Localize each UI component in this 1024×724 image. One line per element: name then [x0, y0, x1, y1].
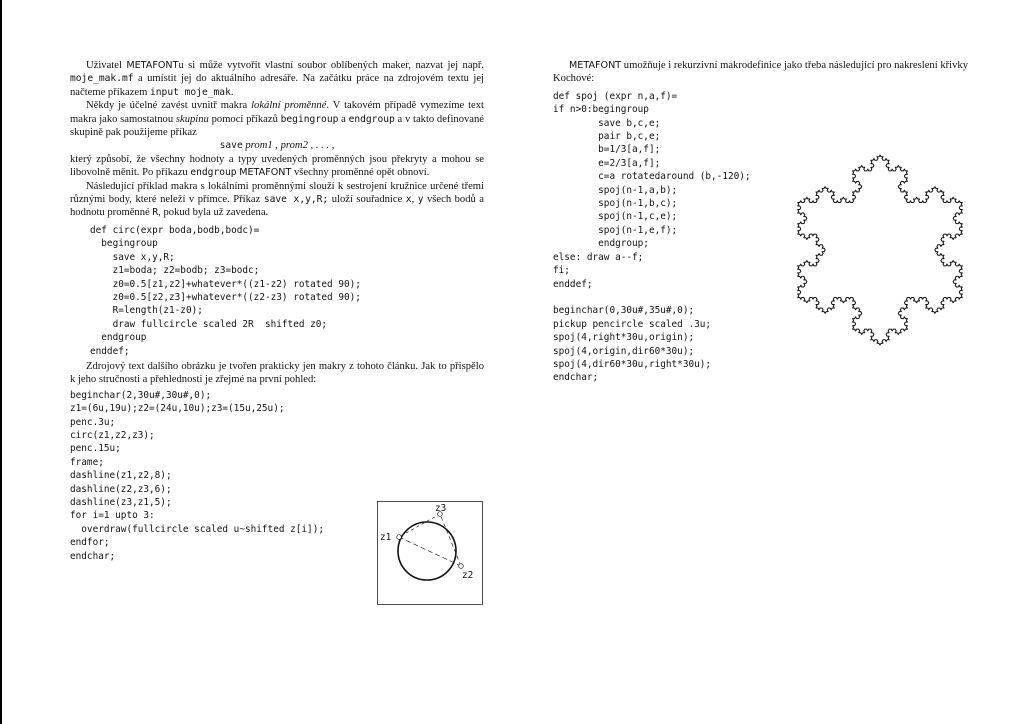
label-z2: z2: [462, 570, 474, 581]
input-command-code: input moje_mak: [150, 86, 231, 98]
page-edge-line: [0, 0, 2, 724]
paragraph-koch-intro: METAFONT umožňuje i rekurzivní makrodefinice jako třeba následující pro nakreslení křivky Kochové:: [553, 60, 968, 85]
dashline-source-code: beginchar(2,30u#,30u#,0); z1=(6u,19u);z2=(24u,10u);z3=(15u,25u); penc.3u; circ(z1,z2,z3); penc.15u; frame; dashline(z1,z2,8); dashline(z2,z3,6); dashline(z3,z1,5); for i=1 upto 3: overdraw(fullcircle scaled u~shifted z[i]); endfor; endchar;: [70, 389, 324, 562]
point-z2-marker: [459, 564, 464, 569]
left-column: [70, 59, 484, 563]
circ-macro-code: def circ(expr boda,bodb,bodc)= begingroup save x,y,R; z1=boda; z2=bodb; z3=bodc; z0=0.5[z1,z2]+whatever*((z1-z2) rotated 90); z0=0.5[z2,z3]+whatever*((z2-z3) rotated 90); R=length(z1-z0); draw fullcircle scaled 2R shifted z0; endgroup enddef;: [90, 224, 361, 357]
paragraph-macro-file: Uživatel METAFONTu si může vytvořit vlastní soubor oblíbených maker, nazvat jej např. moje_mak.mf a umístit jej do aktuálního adresáře. Na začátku práce na zdrojovém textu jej načteme příkazem input moje_mak.: [70, 60, 484, 98]
label-z3: z3: [435, 503, 447, 514]
koch-snowflake-figure: [780, 150, 980, 350]
dashline-z1-z2: [399, 537, 461, 566]
circle-figure: [377, 501, 483, 605]
label-z1: z1: [380, 532, 392, 543]
koch-curve: [798, 155, 963, 345]
paragraph-endgroup: který způsobí, že všechny hodnoty a typy uvedených proměnných jsou překryty a mohou se libovolně měnit. Po příkazu endgroup METAFONT všechny proměnné opět obnoví.: [70, 153, 484, 179]
paragraph-source-text: Zdrojový text dalšího obrázku je tvořen prakticky jen makry z tohoto článku. Jak to přispělo k jeho stručnosti a přehlednosti je zřejmé na první pohled:: [70, 360, 484, 386]
save-syntax-line: save prom1 , prom2 , . . . ,: [219, 140, 335, 152]
koch-snowflake-svg: [780, 150, 980, 350]
filename-code: moje_mak.mf: [70, 73, 134, 85]
dashline-z2-z3: [440, 514, 461, 566]
figure-circle: [398, 522, 456, 580]
dashline-z3-z1: [399, 514, 440, 537]
paragraph-local-variables: Někdy je účelné zavést uvnitř makra lokální proměnné. V takovém případě vymezíme text makra jako samostatnou skupinu pomocí příkazů begingroup a endgroup a v takto definované skupině pak použijeme příkaz: [70, 100, 484, 139]
point-z1-marker: [397, 535, 402, 540]
koch-macro-code: def spoj (expr n,a,f)= if n>0:begingroup save b,c,e; pair b,c,e; b=1/3[a,f]; e=2/3[a,f]; c=a rotatedaround (b,-120); spoj(n-1,a,b); spoj(n-1,b,c); spoj(n-1,c,e); spoj(n-1,e,f); endgroup; else: draw a--f; fi; enddef; beginchar(0,30u#,35u#,0); pickup pencircle scaled .3u; spoj(4,right*30u,origin); spoj(4,origin,dir60*30u); spoj(4,dir60*30u,right*30u); endchar;: [553, 90, 751, 384]
circle-figure-svg: [377, 501, 483, 605]
paragraph-circle-example: Následující příklad makra s lokálními proměnnými slouží k sestrojení kružnice určené třemi různými body, které neleží v přímce. Příkaz save x,y,R; uloží souřadnice x, y všech bodů a hodnotu proměnné R, pokud byla už zavedena.: [70, 180, 485, 219]
figure-frame: [378, 502, 483, 605]
